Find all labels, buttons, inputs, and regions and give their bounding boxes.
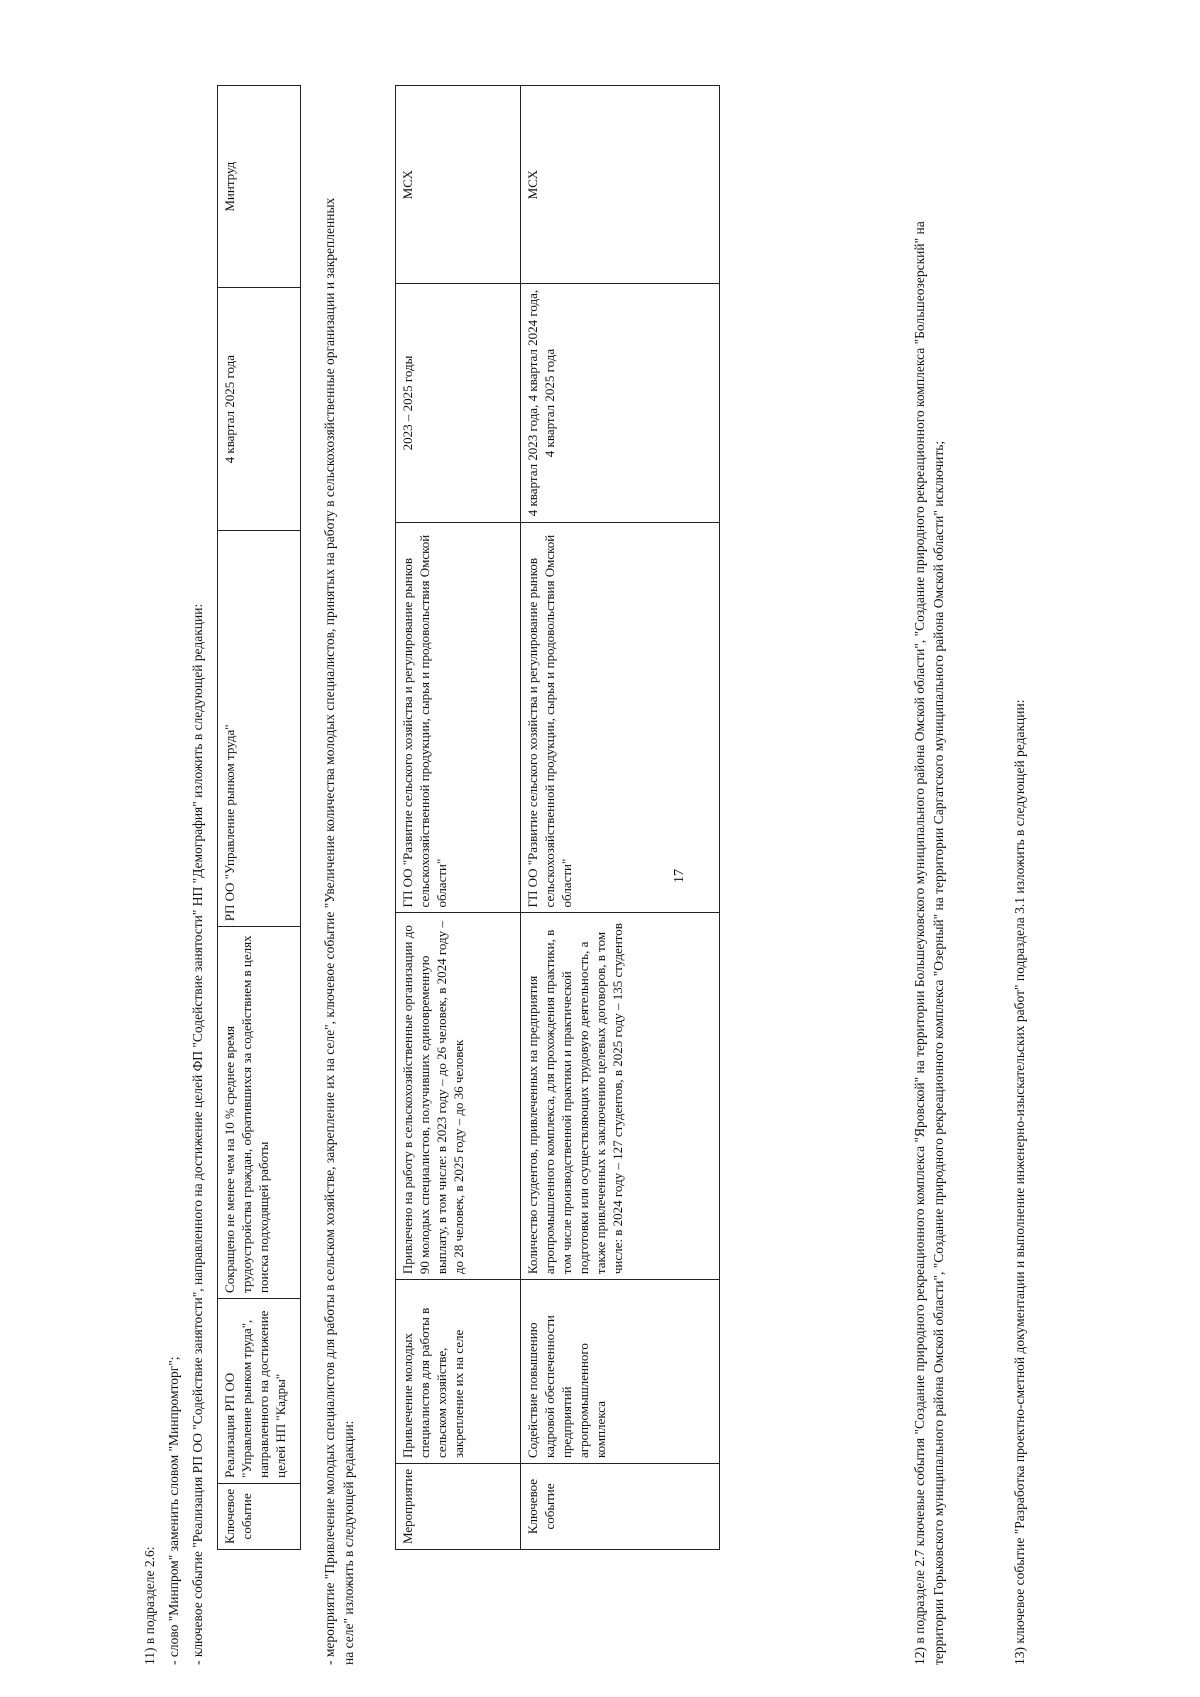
row-name-cell: Привлечение молодых специалистов для работы в сельском хозяйстве, закрепление их на селе <box>396 1280 521 1464</box>
item-13-paragraph: 13) ключевое событие "Разработка проектно-сметной документации и выполнение инженерно-изыскательских работ" подраздела 3.1 изложить в следующей редакции: <box>1012 699 1027 1665</box>
row-program-cell: ГП ОО "Развитие сельского хозяйства и регулирование рынков сельскохозяйственной продукции, сырья и продовольствия Омской области" <box>396 522 521 913</box>
row-name-cell: Содействие повышению кадровой обеспеченности предприятий агропромышленного комплекса <box>521 1280 720 1464</box>
table-row <box>396 86 521 1550</box>
intro-line-2: - слово "Минпром" заменить словом "Минпромторг"; <box>166 1356 181 1665</box>
row-period-cell: 2023 – 2025 годы <box>396 284 521 522</box>
row-period-cell: 4 квартал 2025 года <box>218 288 301 531</box>
table-row <box>218 86 301 1550</box>
row-period-cell: 4 квартал 2023 года, 4 квартал 2024 года, 4 квартал 2025 года <box>521 284 720 522</box>
table-2 <box>395 85 720 1550</box>
intro-line-3: - ключевое событие "Реализация РП ОО "Содействие занятости", направленного на достижение целей ФП "Содействие занятости" НП "Демография" изложить в следующей редакции: <box>190 603 205 1665</box>
row-program-cell: РП ОО "Управление рынком труда" <box>218 531 301 927</box>
row-result-cell: Количество студентов, привлеченных на предприятия агропромышленного комплекса, для прохождения практики, в том числе производственной практики и практической подготовки или осуществляющих трудовую деятельность, а также привлеченных к заключению целевых договоров, в том числе: в 2024 году – 127 студентов, в 2025 году – 135 студентов <box>521 913 720 1280</box>
item-12-paragraph: 12) в подразделе 2.7 ключевые события "Создание природного рекреационного комплекса "Яровской" на территории Большеуковского муниципального района Омской области", "Создание природного рекреационного комплекса "Большеозерский" на территории Горьковского муниципального района Омской области", "Создание природного рекреационного комплекса "Озерный" на территории Саргатского муниципального района Омской области" исключить; <box>912 221 946 1665</box>
row-executor-cell: МСХ <box>521 86 720 284</box>
row-executor-cell: МСХ <box>396 86 521 284</box>
row-type-cell: Ключевое событие <box>521 1464 720 1550</box>
table-1 <box>217 85 301 1550</box>
row-program-cell: ГП ОО "Развитие сельского хозяйства и регулирование рынков сельскохозяйственной продукции, сырья и продовольствия Омской области" <box>521 522 720 913</box>
row-type-cell: Ключевое событие <box>218 1483 301 1549</box>
row-result-cell: Сокращено не менее чем на 10 % среднее время трудоустройства граждан, обратившихся за содействием в целях поиска подходящей работы <box>218 927 301 1299</box>
row-executor-cell: Минтруд <box>218 86 301 288</box>
middle-paragraph: - мероприятие "Привлечение молодых специалистов для работы в сельском хозяйстве, закрепление их на селе", ключевое событие "Увеличение количества молодых специалистов, принятых на работу в сельскохозяйственные организации и закрепленных на селе" изложить в следующей редакции: <box>322 197 356 1665</box>
table-row <box>521 86 720 1550</box>
row-type-cell: Мероприятие <box>396 1464 521 1550</box>
row-result-cell: Привлечено на работу в сельскохозяйственные организации до 90 молодых специалистов, получивших единовременную выплату, в том числе: в 2023 году – до 26 человек, в 2024 году – до 28 человек, в 2025 году – до 36 человек <box>396 913 521 1280</box>
rotated-page-content <box>120 65 1060 1665</box>
page-number: 17 <box>672 869 687 883</box>
intro-line-1: 11) в подразделе 2.6: <box>142 1546 157 1665</box>
row-name-cell: Реализация РП ОО "Управление рынком труда", направленного на достижение целей НП "Кадры" <box>218 1298 301 1483</box>
